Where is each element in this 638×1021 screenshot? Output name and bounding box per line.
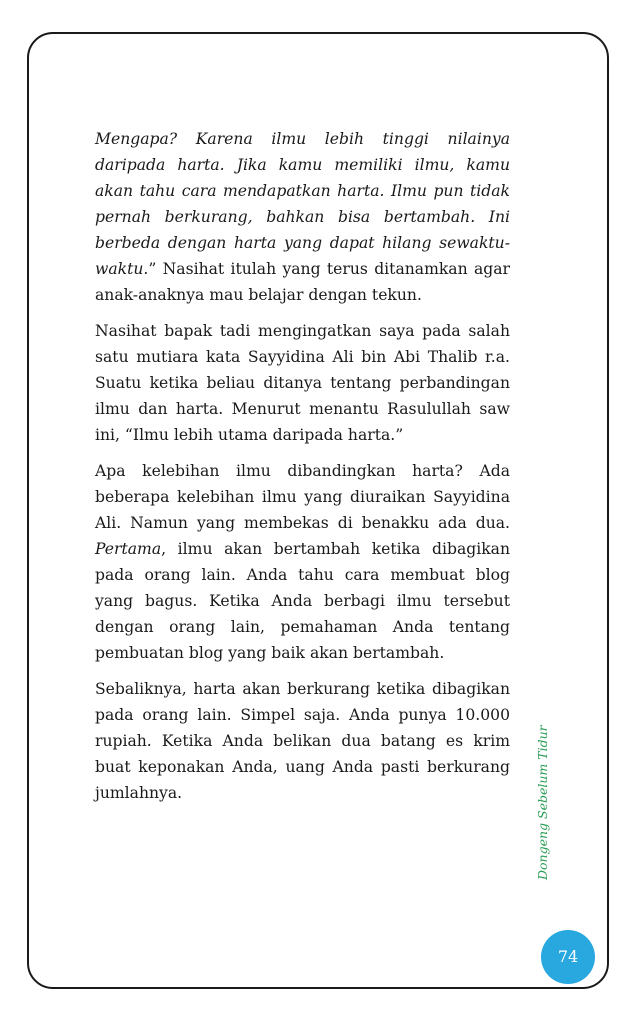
paragraph-4-text: Sebaliknya, harta akan berkurang ketika dibagikan pada orang lain. Simpel saja. Anda punya 10.000 rupiah. Ketika Anda belikan dua batang es krim buat keponakan Anda, uang Anda pasti berkurang jumlahnya. [95, 680, 510, 802]
paragraph-3 [95, 458, 510, 666]
paragraph-1-italic: Mengapa? Karena ilmu lebih tinggi nilainya daripada harta. Jika kamu memiliki ilmu, kamu akan tahu cara mendapatkan harta. Ilmu pun tidak pernah berkurang, bahkan bisa bertambah. Ini berbeda dengan harta yang dapat hilang sewaktu-waktu. [95, 130, 510, 278]
paragraph-3-text-after: , ilmu akan bertambah ketika dibagikan pada orang lain. Anda tahu cara membuat blog yang bagus. Ketika Anda berbagi ilmu tersebut dengan orang lain, pemahaman Anda tentang pembuatan blog yang baik akan bertambah. [95, 540, 510, 662]
paragraph-1-text: ” Nasihat itulah yang terus ditanamkan agar anak-anaknya mau belajar dengan tekun. [95, 260, 510, 304]
paragraph-3-text-before: Apa kelebihan ilmu dibandingkan harta? Ada beberapa kelebihan ilmu yang diuraikan Sayyidina Ali. Namun yang membekas di benakku ada dua. [95, 462, 510, 532]
paragraph-2 [95, 318, 510, 448]
paragraph-4 [95, 676, 510, 806]
page-number-badge: 74 [541, 930, 595, 984]
body-text [95, 126, 510, 816]
paragraph-1 [95, 126, 510, 308]
running-title: Dongeng Sebelum Tidur [535, 725, 550, 881]
paragraph-3-italic: Pertama [95, 540, 162, 558]
paragraph-2-text: Nasihat bapak tadi mengingatkan saya pada salah satu mutiara kata Sayyidina Ali bin Abi Thalib r.a. Suatu ketika beliau ditanya tentang perbandingan ilmu dan harta. Menurut menantu Rasulullah saw ini, “Ilmu lebih utama daripada harta.” [95, 322, 510, 444]
